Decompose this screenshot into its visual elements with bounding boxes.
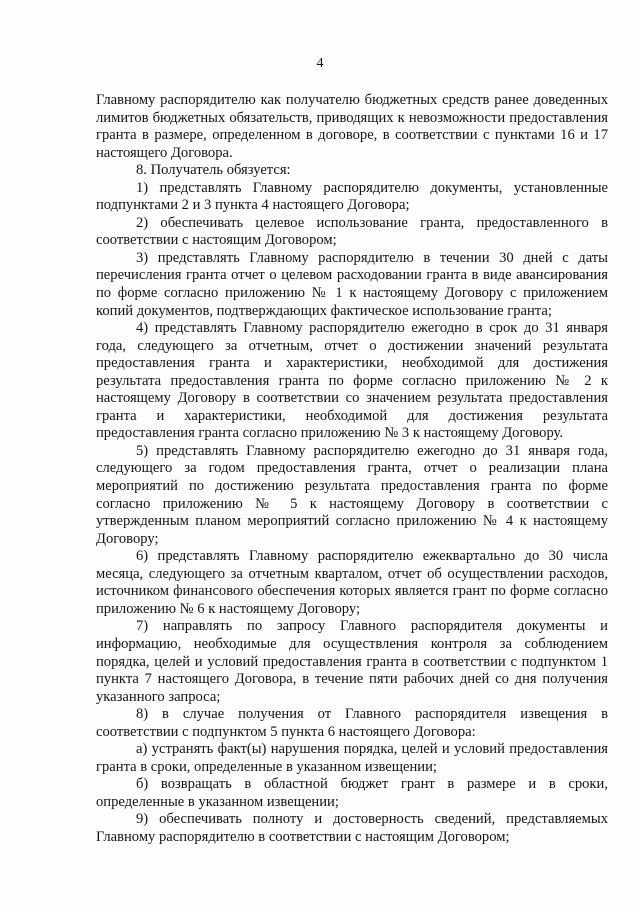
paragraph: 8. Получатель обязуется: (136, 162, 291, 179)
paragraph: 1) представлять Главному распорядителю документы, установленные подпунктами 2 и 3 пункта 4 настоящего Договора; (96, 179, 608, 214)
document-body (96, 92, 608, 847)
paragraph: б) возвращать в областной бюджет грант в размере и в сроки, определенные в указанном извещении; (96, 776, 608, 810)
page-number: 4 (316, 56, 324, 71)
paragraph: 5) представлять Главному распорядителю ежегодно до 31 января года, следующего за годом предоставления гранта, отчет о реализации плана мероприятий по достижению результата предоставления гранта по форме согласно приложению № 5 к настоящему Договору в соответствии с утвержденным планом мероприятий согласно приложению № 4 к настоящему Договору; (96, 442, 608, 547)
paragraph: 6) представлять Главному распорядителю ежеквартально до 30 числа месяца, следующего за отчетным кварталом, отчет об осуществлении расходов, источником финансового обеспечения которых является грант по форме согласно приложению № 6 к настоящему Договору; (96, 548, 608, 617)
paragraph: Главному распорядителю как получателю бюджетных средств ранее доведенных лимитов бюджетных обязательств, приводящих к невозможности предоставления гранта в размере, определенном в договоре, в соответствии с пунктами 16 и 17 настоящего Договора. (96, 92, 608, 161)
paragraph: 2) обеспечивать целевое использование гранта, предоставленного в соответствии с настоящим Договором; (96, 214, 608, 249)
paragraph: 3) представлять Главному распорядителю в течении 30 дней с даты перечисления гранта отчет о целевом расходовании гранта в виде авансирования по форме согласно приложению № 1 к настоящему Договору с приложением копий документов, подтверждающих фактическое использование гранта; (96, 249, 608, 319)
paragraph: 7) направлять по запросу Главного распорядителя документы и информацию, необходимые для осуществления контроля за соблюдением порядка, целей и условий предоставления гранта в соответствии с подпунктом 1 пункта 7 настоящего Договора, в течение пяти рабочих дней со дня получения указанного запроса; (96, 618, 608, 705)
paragraph: 4) представлять Главному распорядителю ежегодно в срок до 31 января года, следующего за отчетным, отчет о достижении значений результата предоставления гранта и характеристики, необходимой для достижения результата предоставления гранта по форме согласно приложению № 2 к настоящему Договору в соответствии со значением результата предоставления гранта и характеристики, необходимой для достижения результата предоставления гранта согласно приложению № 3 к настоящему Договору. (96, 320, 608, 442)
paragraph: 9) обеспечивать полноту и достоверность сведений, представляемых Главному распорядителю в соответствии с настоящим Договором; (96, 811, 608, 845)
paragraph: 8) в случае получения от Главного распорядителя извещения в соответствии с подпунктом 5 пункта 6 настоящего Договора: (96, 706, 608, 740)
paragraph: а) устранять факт(ы) нарушения порядка, целей и условий предоставления гранта в сроки, определенные в указанном извещении; (96, 741, 608, 775)
